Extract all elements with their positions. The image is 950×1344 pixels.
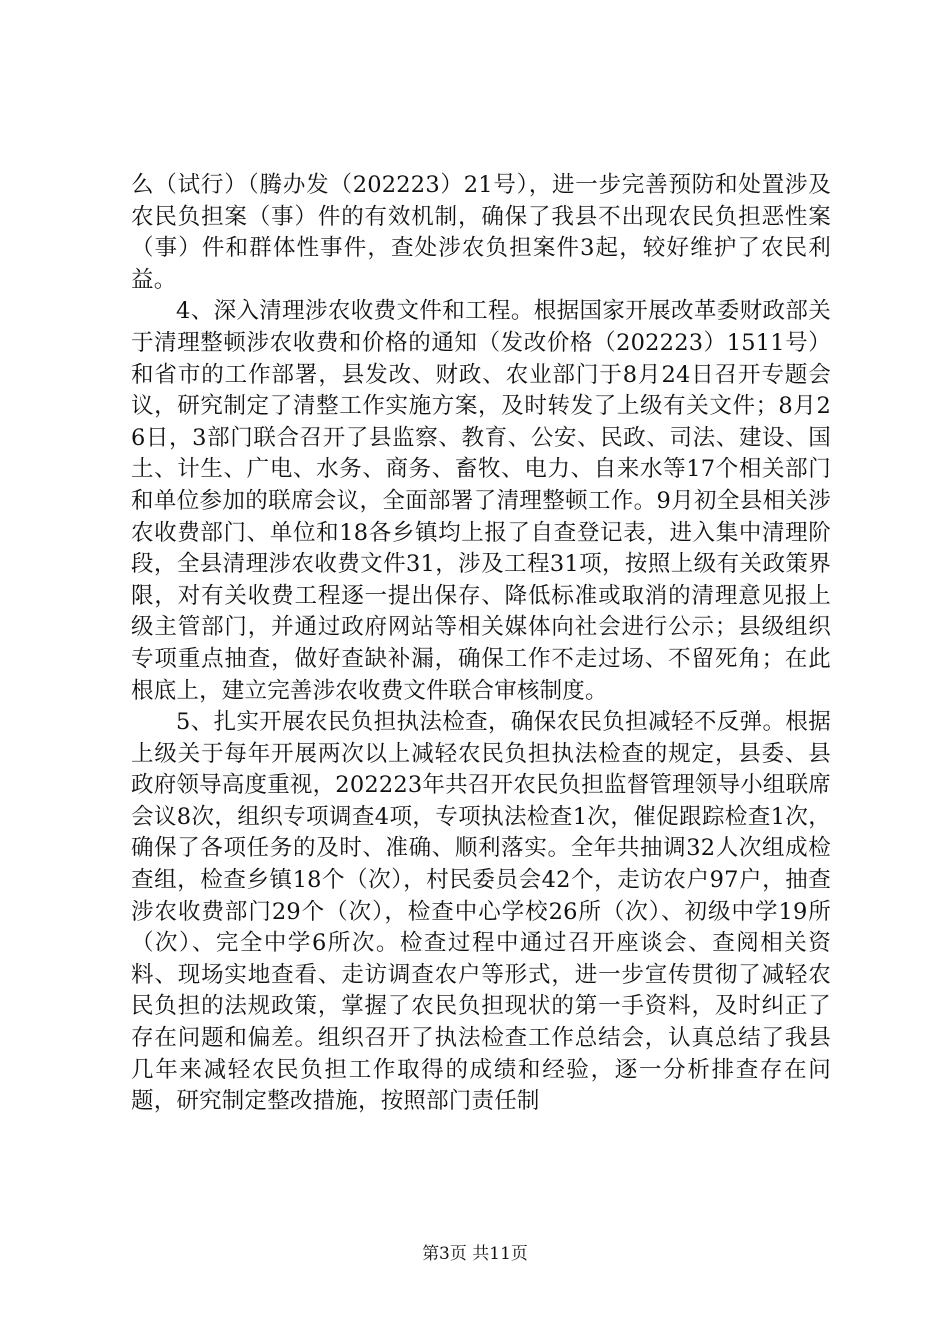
paragraph-item-4: 4、深入清理涉农收费文件和工程。根据国家开展改革委财政部关于清理整顿涉农收费和价格的通知（发改价格（202223）1511号）和省市的工作部署，县发改、财政、农业部门于8月24日召开专题会议，研究制定了清整工作实施方案，及时转发了上级有关文件；8月26日，3部门联合召开了县监察、教育、公安、民政、司法、建设、国土、计生、广电、水务、商务、畜牧、电力、自来水等17个相关部门和单位参加的联席会议，全面部署了清理整顿工作。9月初全县相关涉农收费部门、单位和18各乡镇均上报了自查登记表，进入集中清理阶段，全县清理涉农收费文件31，涉及工程31项，按照上级有关政策界限，对有关收费工程逐一提出保存、降低标准或取消的清理意见报上级主管部门，并通过政府网站等相关媒体向社会进行公示；县级组织专项重点抽查，做好查缺补漏，确保工作不走过场、不留死角；在此根底上，建立完善涉农收费文件联合审核制度。 <box>131 298 831 704</box>
page-footer: 第3页 共11页 <box>422 1244 528 1264</box>
paragraph-continuation: 么（试行）（腾办发（202223）21号），进一步完善预防和处置涉及农民负担案（事）件的有效机制，确保了我县不出现农民负担恶性案（事）件和群体性事件，查处涉农负担案件3起，较好维护了农民利益。 <box>131 172 831 293</box>
paragraph-item-5: 5、扎实开展农民负担执法检查，确保农民负担减轻不反弹。根据上级关于每年开展两次以上减轻农民负担执法检查的规定，县委、县政府领导高度重视，202223年共召开农民负担监督管理领导小组联席会议8次，组织专项调查4项，专项执法检查1次，催促跟踪检查1次，确保了各项任务的及时、准确、顺利落实。全年共抽调32人次组成检查组，检查乡镇18个（次），村民委员会42个，走访农户97户，抽查涉农收费部门29个（次），检查中心学校26所（次）、初级中学19所（次）、完全中学6所次。检查过程中通过召开座谈会、查阅相关资料、现场实地查看、走访调查农户等形式，进一步宣传贯彻了减轻农民负担的法规政策，掌握了农民负担现状的第一手资料，及时纠正了存在问题和偏差。组织召开了执法检查工作总结会，认真总结了我县几年来减轻农民负担工作取得的成绩和经验，逐一分析排查存在问题，研究制定整改措施，按照部门责任制 <box>131 709 831 1115</box>
document-body <box>131 170 831 1118</box>
